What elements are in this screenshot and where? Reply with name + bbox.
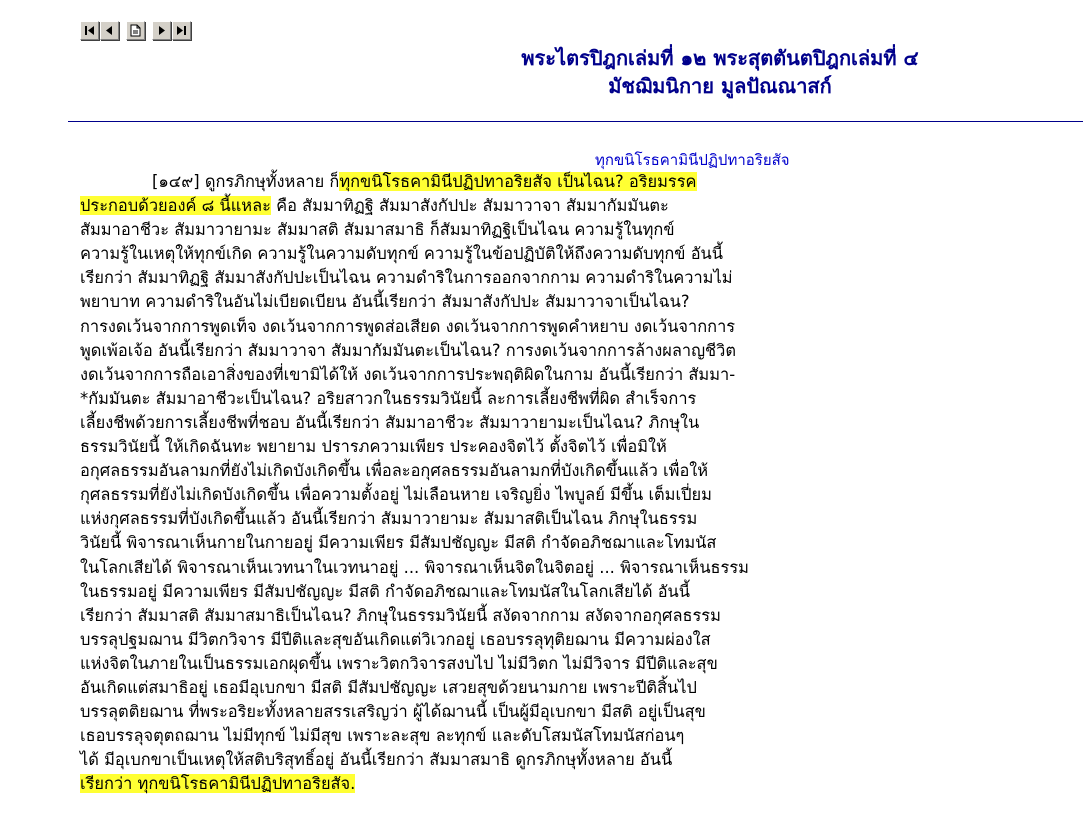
text-line: ธรรมวินัยนี้ ให้เกิดฉันทะ พยายาม ปรารภความเพียร ประคองจิตไว้ ตั้งจิตไว้ เพื่อมิให้	[80, 437, 667, 457]
text-line: บรรลุปฐมฌาน มีวิตกวิจาร มีปีติและสุขอันเกิดแต่วิเวกอยู่ เธอบรรลุทุติยฌาน มีความผ่องใส	[80, 629, 711, 649]
previous-page-button[interactable]	[100, 21, 119, 40]
paragraph-start: [๑๔๙] ดูกรภิกษุทั้งหลาย ก็	[152, 172, 340, 191]
last-page-button[interactable]	[172, 21, 191, 40]
highlighted-text: ทุกขนิโรธคามินีปฏิปทาอริยสัจ เป็นไฉน? อริยมรรค	[339, 172, 697, 191]
text-line: แห่งจิตในภายในเป็นธรรมเอกผุดขึ้น เพราะวิตกวิจารสงบไป ไม่มีวิตก ไม่มีวิจาร มีปีติและสุข	[80, 653, 718, 673]
volume-title: พระไตรปิฎกเล่มที่ ๑๒ พระสุตตันตปิฎกเล่มที่ ๔	[521, 46, 919, 70]
next-page-icon	[157, 26, 166, 35]
navigation-toolbar	[80, 21, 192, 40]
first-page-icon	[84, 26, 95, 35]
document-button[interactable]	[126, 21, 145, 40]
text-line: เธอบรรลุจตุตถฌาน ไม่มีทุกข์ ไม่มีสุข เพราะละสุข ละทุกข์ และดับโสมนัสโทมนัสก่อนๆ	[80, 726, 685, 746]
text-line	[80, 772, 840, 796]
text-line	[80, 170, 840, 194]
header-divider	[68, 121, 1083, 122]
highlighted-text: เรียกว่า ทุกขนิโรธคามินีปฏิปทาอริยสัจ.	[80, 774, 356, 794]
text-line: ได้ มีอุเบกขาเป็นเหตุให้สติบริสุทธิ์อยู่ อันนี้เรียกว่า สัมมาสมาธิ ดูกรภิกษุทั้งหลาย อันนี้	[80, 750, 673, 770]
document-icon	[129, 24, 142, 37]
text-line: สัมมาอาชีวะ สัมมาวายามะ สัมมาสติ สัมมาสมาธิ ก็สัมมาทิฏฐิเป็นไฉน ความรู้ในทุกข์	[80, 220, 675, 240]
text-line: เรียกว่า สัมมาทิฏฐิ สัมมาสังกัปปะเป็นไฉน ความดำริในการออกจากกาม ความดำริในความไม่	[80, 268, 733, 288]
text-line: ในโลกเสียได้ พิจารณาเห็นเวทนาในเวทนาอยู่ ... พิจารณาเห็นจิตในจิตอยู่ ... พิจารณาเห็นธรรม	[80, 557, 749, 577]
text-line: ความรู้ในเหตุให้ทุกข์เกิด ความรู้ในความดับทุกข์ ความรู้ในข้อปฏิบัติให้ถึงความดับทุกข์ อันนี้	[80, 244, 723, 264]
first-page-button[interactable]	[80, 21, 99, 40]
page-header	[320, 44, 1083, 100]
text-line: บรรลุตติยฌาน ที่พระอริยะทั้งหลายสรรเสริญว่า ผู้ได้ฌานนี้ เป็นผู้มีอุเบกขา มีสติ อยู่เป็นสุข	[80, 702, 706, 722]
text-line: พยาบาท ความดำริในอันไม่เบียดเบียน อันนี้เรียกว่า สัมมาสังกัปปะ สัมมาวาจาเป็นไฉน?	[80, 292, 690, 312]
sutta-text	[80, 170, 840, 796]
volume-subtitle: มัชฌิมนิกาย มูลปัณณาสก์	[608, 74, 832, 98]
text-line: แห่งกุศลธรรมที่บังเกิดขึ้นแล้ว อันนี้เรียกว่า สัมมาวายามะ สัมมาสติเป็นไฉน ภิกษุในธรรม	[80, 509, 698, 529]
text-lines	[80, 218, 840, 772]
text-line: อันเกิดแต่สมาธิอยู่ เธอมีอุเบกขา มีสติ มีสัมปชัญญะ เสวยสุขด้วยนามกาย เพราะปีติสิ้นไป	[80, 677, 697, 697]
section-caption: ทุกขนิโรธคามินีปฏิปทาอริยสัจ	[595, 151, 790, 169]
text-line: ในธรรมอยู่ มีความเพียร มีสัมปชัญญะ มีสติ กำจัดอภิชฌาและโทมนัสในโลกเสียได้ อันนี้	[80, 581, 690, 601]
text-segment: คือ สัมมาทิฏฐิ สัมมาสังกัปปะ สัมมาวาจา สัมมากัมมันตะ	[270, 196, 669, 216]
highlighted-text: ประกอบด้วยองค์ ๘ นี้แหละ	[80, 196, 271, 216]
text-line: อกุศลธรรมอันลามกที่ยังไม่เกิดบังเกิดขึ้น เพื่อละอกุศลธรรมอันลามกที่บังเกิดขึ้นแล้ว เพื่อให้	[80, 461, 709, 481]
text-line: เรียกว่า สัมมาสติ สัมมาสมาธิเป็นไฉน? ภิกษุในธรรมวินัยนี้ สงัดจากกาม สงัดจากอกุศลธรรม	[80, 605, 721, 625]
text-line: เลี้ยงชีพด้วยการเลี้ยงชีพที่ชอบ อันนี้เรียกว่า สัมมาอาชีวะ สัมมาวายามะเป็นไฉน? ภิกษุใน	[80, 412, 700, 432]
next-page-button[interactable]	[152, 21, 171, 40]
text-line: *กัมมันตะ สัมมาอาชีวะเป็นไฉน? อริยสาวกในธรรมวินัยนี้ ละการเลี้ยงชีพที่ผิด สำเร็จการ	[80, 388, 697, 408]
text-line: วินัยนี้ พิจารณาเห็นกายในกายอยู่ มีความเพียร มีสัมปชัญญะ มีสติ กำจัดอภิชฌาและโทมนัส	[80, 533, 717, 553]
text-line	[80, 194, 840, 218]
text-line: งดเว้นจากการถือเอาสิ่งของที่เขามิได้ให้ งดเว้นจากการประพฤติผิดในกาม อันนี้เรียกว่า สัมมา-	[80, 364, 736, 384]
previous-page-icon	[105, 26, 114, 35]
text-line: การงดเว้นจากการพูดเท็จ งดเว้นจากการพูดส่อเสียด งดเว้นจากการพูดคำหยาบ งดเว้นจากการ	[80, 316, 736, 336]
text-line: พูดเพ้อเจ้อ อันนี้เรียกว่า สัมมาวาจา สัมมากัมมันตะเป็นไฉน? การงดเว้นจากการล้างผลาญชีวิต	[80, 340, 737, 360]
text-line: กุศลธรรมที่ยังไม่เกิดบังเกิดขึ้น เพื่อความตั้งอยู่ ไม่เลือนหาย เจริญยิ่ง ไพบูลย์ มีขึ้น เต็มเปี่ยม	[80, 485, 712, 505]
last-page-icon	[176, 26, 187, 35]
